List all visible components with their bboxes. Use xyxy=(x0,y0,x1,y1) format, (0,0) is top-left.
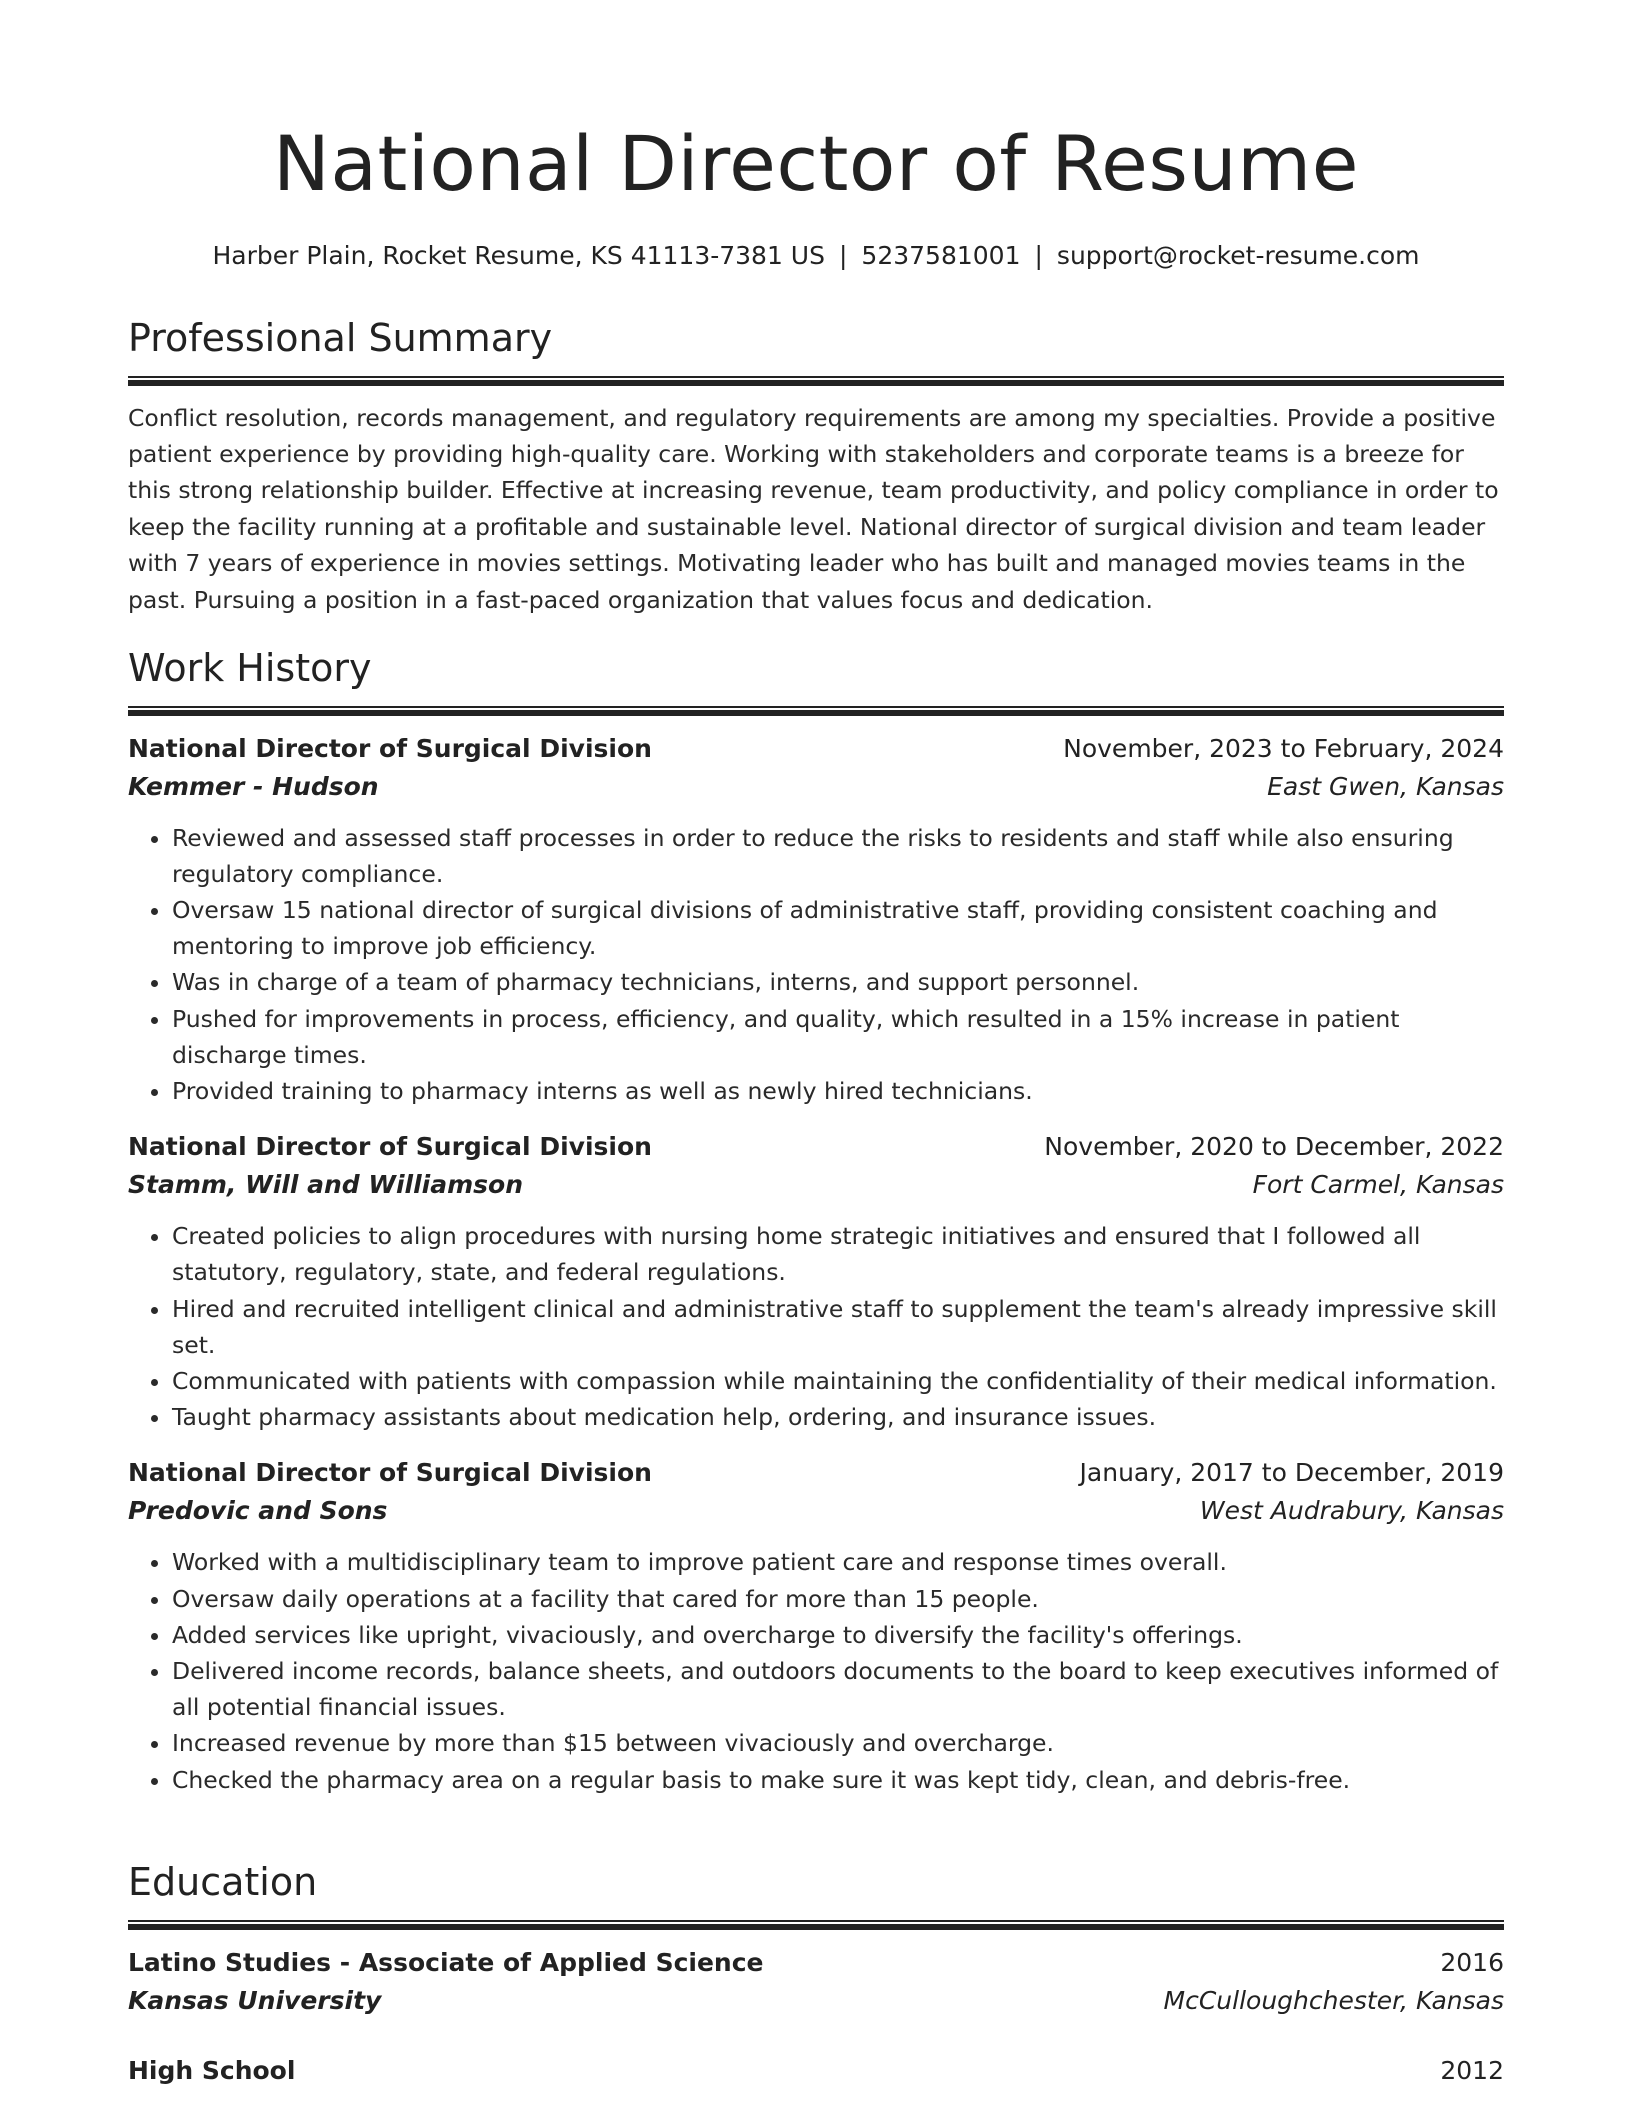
job-dates: January, 2017 to December, 2019 xyxy=(1079,1458,1504,1488)
job-entry xyxy=(128,730,1504,1110)
job-title: National Director of Surgical Division xyxy=(128,1132,652,1162)
list-item: • Increased revenue by more than $15 between vivaciously and overcharge. xyxy=(172,1725,1504,1761)
job-company-row xyxy=(128,1166,1504,1204)
contact-phone: 5237581001 xyxy=(861,241,1021,270)
list-item: • Oversaw 15 national director of surgical divisions of administrative staff, providing consistent coaching and mentoring to improve job efficiency. xyxy=(172,892,1504,964)
section-divider xyxy=(128,376,1504,386)
education-school-row xyxy=(128,1982,1504,2020)
job-dates: November, 2023 to February, 2024 xyxy=(1063,733,1504,763)
job-entry xyxy=(128,1454,1504,1797)
list-item: • Created policies to align procedures with nursing home strategic initiatives and ensured that I followed all statutory, regulatory, state, and federal regulations. xyxy=(172,1218,1504,1290)
job-bullets xyxy=(128,1544,1504,1797)
education-header-row xyxy=(128,1944,1504,1982)
section-divider xyxy=(128,1920,1504,1930)
education-entry xyxy=(128,2052,1504,2090)
section-title-education: Education xyxy=(128,1860,318,1904)
education-location: McCulloughchester, Kansas xyxy=(1163,1985,1504,2015)
job-location: West Audrabury, Kansas xyxy=(1199,1496,1504,1526)
resume-name: National Director of Resume xyxy=(273,119,1359,208)
education-year: 2012 xyxy=(1440,2055,1504,2085)
job-location: East Gwen, Kansas xyxy=(1267,771,1504,801)
job-company-row xyxy=(128,768,1504,806)
section-title-work-history: Work History xyxy=(128,646,372,690)
education-section xyxy=(128,1860,1504,2090)
job-company: Kemmer - Hudson xyxy=(128,771,379,801)
contact-address: Harber Plain, Rocket Resume, KS 41113-7381 US xyxy=(212,241,825,270)
section-divider xyxy=(128,706,1504,716)
list-item: • Communicated with patients with compassion while maintaining the confidentiality of their medical information. xyxy=(172,1363,1504,1399)
contact-line xyxy=(128,240,1504,273)
list-item: • Delivered income records, balance sheets, and outdoors documents to the board to keep executives informed of all potential financial issues. xyxy=(172,1653,1504,1725)
section-title-summary: Professional Summary xyxy=(128,316,553,360)
job-company-row xyxy=(128,1492,1504,1530)
contact-email[interactable]: support@rocket-resume.com xyxy=(1056,241,1420,270)
education-year: 2016 xyxy=(1440,1947,1504,1977)
work-history-section xyxy=(128,646,1504,1798)
education-header-row xyxy=(128,2052,1504,2090)
list-item: • Added services like upright, vivaciously, and overcharge to diversify the facility's offerings. xyxy=(172,1617,1504,1653)
job-company: Stamm, Will and Williamson xyxy=(128,1170,524,1200)
job-header-row xyxy=(128,1128,1504,1166)
list-item: • Reviewed and assessed staff processes in order to reduce the risks to residents and staff while also ensuring regulatory compliance. xyxy=(172,820,1504,892)
education-entry xyxy=(128,1944,1504,2020)
job-title: National Director of Surgical Division xyxy=(128,1458,652,1488)
contact-separator: | xyxy=(838,241,848,270)
job-dates: November, 2020 to December, 2022 xyxy=(1044,1132,1504,1162)
list-item: • Oversaw daily operations at a facility that cared for more than 15 people. xyxy=(172,1581,1504,1617)
job-entry xyxy=(128,1128,1504,1435)
job-header-row xyxy=(128,1454,1504,1492)
list-item: • Pushed for improvements in process, efficiency, and quality, which resulted in a 15% increase in patient discharge times. xyxy=(172,1001,1504,1073)
job-location: Fort Carmel, Kansas xyxy=(1252,1170,1504,1200)
job-header-row xyxy=(128,730,1504,768)
education-school: Kansas University xyxy=(128,1985,382,2015)
list-item: • Taught pharmacy assistants about medication help, ordering, and insurance issues. xyxy=(172,1399,1504,1435)
list-item: • Hired and recruited intelligent clinical and administrative staff to supplement the team's already impressive skill set. xyxy=(172,1291,1504,1363)
list-item: • Was in charge of a team of pharmacy technicians, interns, and support personnel. xyxy=(172,964,1504,1000)
job-company: Predovic and Sons xyxy=(128,1496,388,1526)
job-bullets xyxy=(128,820,1504,1110)
education-degree: Latino Studies - Associate of Applied Science xyxy=(128,1947,764,1977)
resume-header xyxy=(128,118,1504,273)
list-item: • Provided training to pharmacy interns as well as newly hired technicians. xyxy=(172,1073,1504,1109)
contact-separator: | xyxy=(1034,241,1043,270)
summary-section xyxy=(128,316,1504,618)
education-degree: High School xyxy=(128,2055,296,2085)
list-item: • Worked with a multidisciplinary team to improve patient care and response times overall. xyxy=(172,1544,1504,1580)
job-title: National Director of Surgical Division xyxy=(128,733,652,763)
list-item: • Checked the pharmacy area on a regular basis to make sure it was kept tidy, clean, and debris-free. xyxy=(172,1762,1504,1798)
summary-text: Conflict resolution, records management, and regulatory requirements are among my specialties. Provide a positive patient experience by providing high-quality care. Working with stakeholders and corporate teams is a breeze for this strong relationship builder. Effective at increasing revenue, team productivity, and policy compliance in order to keep the facility running at a profitable and sustainable level. National director of surgical division and team leader with 7 years of experience in movies settings. Motivating leader who has built and managed movies teams in the past. Pursuing a position in a fast-paced organization that values focus and dedication. xyxy=(128,403,1499,614)
job-bullets xyxy=(128,1218,1504,1435)
